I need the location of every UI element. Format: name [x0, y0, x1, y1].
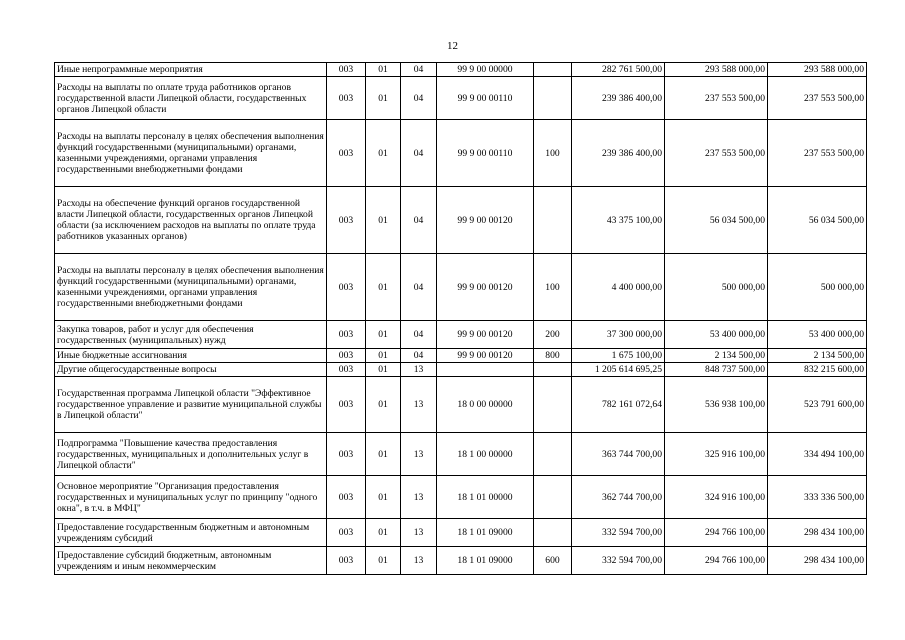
- admin-code: 003: [327, 77, 366, 120]
- expense-type-code: 800: [534, 349, 572, 363]
- amount-year-3: 832 215 600,00: [768, 363, 867, 377]
- amount-year-2: 237 553 500,00: [665, 77, 768, 120]
- section-code: 01: [366, 321, 401, 349]
- amount-year-1: 1 205 614 695,25: [572, 363, 665, 377]
- amount-year-3: 298 434 100,00: [768, 547, 867, 575]
- amount-year-1: 239 386 400,00: [572, 77, 665, 120]
- amount-year-2: 2 134 500,00: [665, 349, 768, 363]
- amount-year-2: 56 034 500,00: [665, 187, 768, 254]
- target-code: 18 1 01 00000: [437, 476, 534, 519]
- amount-year-2: 848 737 500,00: [665, 363, 768, 377]
- admin-code: 003: [327, 519, 366, 547]
- section-code: 01: [366, 377, 401, 433]
- expense-type-code: 100: [534, 120, 572, 187]
- section-code: 01: [366, 476, 401, 519]
- section-code: 01: [366, 363, 401, 377]
- expense-type-code: [534, 77, 572, 120]
- amount-year-3: 237 553 500,00: [768, 120, 867, 187]
- expense-type-code: [534, 63, 572, 77]
- section-code: 01: [366, 63, 401, 77]
- section-code: 01: [366, 77, 401, 120]
- table-row: [55, 363, 867, 377]
- admin-code: 003: [327, 433, 366, 476]
- row-name: Подпрограмма "Повышение качества предоставления государственных, муниципальных и дополнительных услуг в Липецкой области": [55, 433, 327, 476]
- admin-code: 003: [327, 476, 366, 519]
- amount-year-3: 500 000,00: [768, 254, 867, 321]
- admin-code: 003: [327, 187, 366, 254]
- subsection-code: 04: [401, 63, 437, 77]
- subsection-code: 04: [401, 254, 437, 321]
- expense-type-code: [534, 363, 572, 377]
- subsection-code: 13: [401, 377, 437, 433]
- amount-year-1: 363 744 700,00: [572, 433, 665, 476]
- section-code: 01: [366, 349, 401, 363]
- row-name: Иные непрограммные мероприятия: [55, 63, 327, 77]
- subsection-code: 04: [401, 77, 437, 120]
- amount-year-3: 334 494 100,00: [768, 433, 867, 476]
- row-name: Предоставление субсидий бюджетным, автономным учреждениям и иным некоммерческим: [55, 547, 327, 575]
- subsection-code: 13: [401, 476, 437, 519]
- admin-code: 003: [327, 363, 366, 377]
- amount-year-2: 536 938 100,00: [665, 377, 768, 433]
- section-code: 01: [366, 120, 401, 187]
- section-code: 01: [366, 519, 401, 547]
- subsection-code: 13: [401, 363, 437, 377]
- row-name: Расходы на выплаты персоналу в целях обеспечения выполнения функций государственными (муниципальными) органами, казенными учреждениями, органами управления государственными внебюджетными фондами: [55, 254, 327, 321]
- table-row: [55, 120, 867, 187]
- amount-year-1: 282 761 500,00: [572, 63, 665, 77]
- amount-year-2: 324 916 100,00: [665, 476, 768, 519]
- subsection-code: 04: [401, 187, 437, 254]
- subsection-code: 13: [401, 433, 437, 476]
- amount-year-2: 293 588 000,00: [665, 63, 768, 77]
- amount-year-2: 325 916 100,00: [665, 433, 768, 476]
- amount-year-3: 53 400 000,00: [768, 321, 867, 349]
- target-code: 18 1 01 09000: [437, 547, 534, 575]
- amount-year-3: 523 791 600,00: [768, 377, 867, 433]
- row-name: Расходы на выплаты по оплате труда работников органов государственной власти Липецкой области, государственных органов Липецкой области: [55, 77, 327, 120]
- row-name: Расходы на выплаты персоналу в целях обеспечения выполнения функций государственными (муниципальными) органами, казенными учреждениями, органами управления государственными внебюджетными фондами: [55, 120, 327, 187]
- amount-year-1: 782 161 072,64: [572, 377, 665, 433]
- admin-code: 003: [327, 377, 366, 433]
- target-code: 18 1 01 09000: [437, 519, 534, 547]
- table-row: [55, 433, 867, 476]
- admin-code: 003: [327, 547, 366, 575]
- admin-code: 003: [327, 254, 366, 321]
- amount-year-1: 37 300 000,00: [572, 321, 665, 349]
- section-code: 01: [366, 433, 401, 476]
- admin-code: 003: [327, 349, 366, 363]
- table-row: [55, 63, 867, 77]
- subsection-code: 04: [401, 120, 437, 187]
- row-name: Предоставление государственным бюджетным и автономным учреждениям субсидий: [55, 519, 327, 547]
- target-code: 99 9 00 00120: [437, 321, 534, 349]
- table-row: [55, 254, 867, 321]
- expense-type-code: [534, 476, 572, 519]
- admin-code: 003: [327, 120, 366, 187]
- target-code: 99 9 00 00110: [437, 77, 534, 120]
- row-name: Основное мероприятие "Организация предоставления государственных и муниципальных услуг по принципу "одного окна", в т.ч. в МФЦ": [55, 476, 327, 519]
- page-number: 12: [447, 40, 458, 52]
- table-row: [55, 476, 867, 519]
- table-body: [55, 63, 867, 575]
- subsection-code: 04: [401, 321, 437, 349]
- target-code: 18 1 00 00000: [437, 433, 534, 476]
- expense-type-code: 200: [534, 321, 572, 349]
- amount-year-3: 293 588 000,00: [768, 63, 867, 77]
- amount-year-2: 294 766 100,00: [665, 547, 768, 575]
- target-code: 99 9 00 00120: [437, 187, 534, 254]
- amount-year-1: 332 594 700,00: [572, 519, 665, 547]
- budget-table: [54, 62, 867, 575]
- amount-year-1: 239 386 400,00: [572, 120, 665, 187]
- expense-type-code: 600: [534, 547, 572, 575]
- expense-type-code: [534, 187, 572, 254]
- target-code: [437, 363, 534, 377]
- expense-type-code: [534, 377, 572, 433]
- amount-year-2: 500 000,00: [665, 254, 768, 321]
- amount-year-3: 237 553 500,00: [768, 77, 867, 120]
- target-code: 99 9 00 00120: [437, 349, 534, 363]
- section-code: 01: [366, 547, 401, 575]
- amount-year-1: 1 675 100,00: [572, 349, 665, 363]
- expense-type-code: 100: [534, 254, 572, 321]
- target-code: 18 0 00 00000: [437, 377, 534, 433]
- amount-year-1: 332 594 700,00: [572, 547, 665, 575]
- section-code: 01: [366, 254, 401, 321]
- row-name: Другие общегосударственные вопросы: [55, 363, 327, 377]
- amount-year-1: 4 400 000,00: [572, 254, 665, 321]
- target-code: 99 9 00 00000: [437, 63, 534, 77]
- expense-type-code: [534, 433, 572, 476]
- amount-year-2: 237 553 500,00: [665, 120, 768, 187]
- table-row: [55, 77, 867, 120]
- row-name: Иные бюджетные ассигнования: [55, 349, 327, 363]
- subsection-code: 04: [401, 349, 437, 363]
- admin-code: 003: [327, 63, 366, 77]
- amount-year-3: 2 134 500,00: [768, 349, 867, 363]
- amount-year-3: 333 336 500,00: [768, 476, 867, 519]
- row-name: Закупка товаров, работ и услуг для обеспечения государственных (муниципальных) нужд: [55, 321, 327, 349]
- amount-year-2: 294 766 100,00: [665, 519, 768, 547]
- subsection-code: 13: [401, 547, 437, 575]
- amount-year-3: 298 434 100,00: [768, 519, 867, 547]
- target-code: 99 9 00 00110: [437, 120, 534, 187]
- table-row: [55, 547, 867, 575]
- amount-year-3: 56 034 500,00: [768, 187, 867, 254]
- row-name: Расходы на обеспечение функций органов государственной власти Липецкой области, государственных органов Липецкой области (за исключением расходов на выплаты по оплате труда работников указанных органов): [55, 187, 327, 254]
- amount-year-2: 53 400 000,00: [665, 321, 768, 349]
- table-row: [55, 349, 867, 363]
- table-row: [55, 377, 867, 433]
- subsection-code: 13: [401, 519, 437, 547]
- row-name: Государственная программа Липецкой области "Эффективное государственное управление и развитие муниципальной службы в Липецкой области": [55, 377, 327, 433]
- table-row: [55, 187, 867, 254]
- table-row: [55, 519, 867, 547]
- admin-code: 003: [327, 321, 366, 349]
- expense-type-code: [534, 519, 572, 547]
- section-code: 01: [366, 187, 401, 254]
- amount-year-1: 43 375 100,00: [572, 187, 665, 254]
- target-code: 99 9 00 00120: [437, 254, 534, 321]
- amount-year-1: 362 744 700,00: [572, 476, 665, 519]
- table-row: [55, 321, 867, 349]
